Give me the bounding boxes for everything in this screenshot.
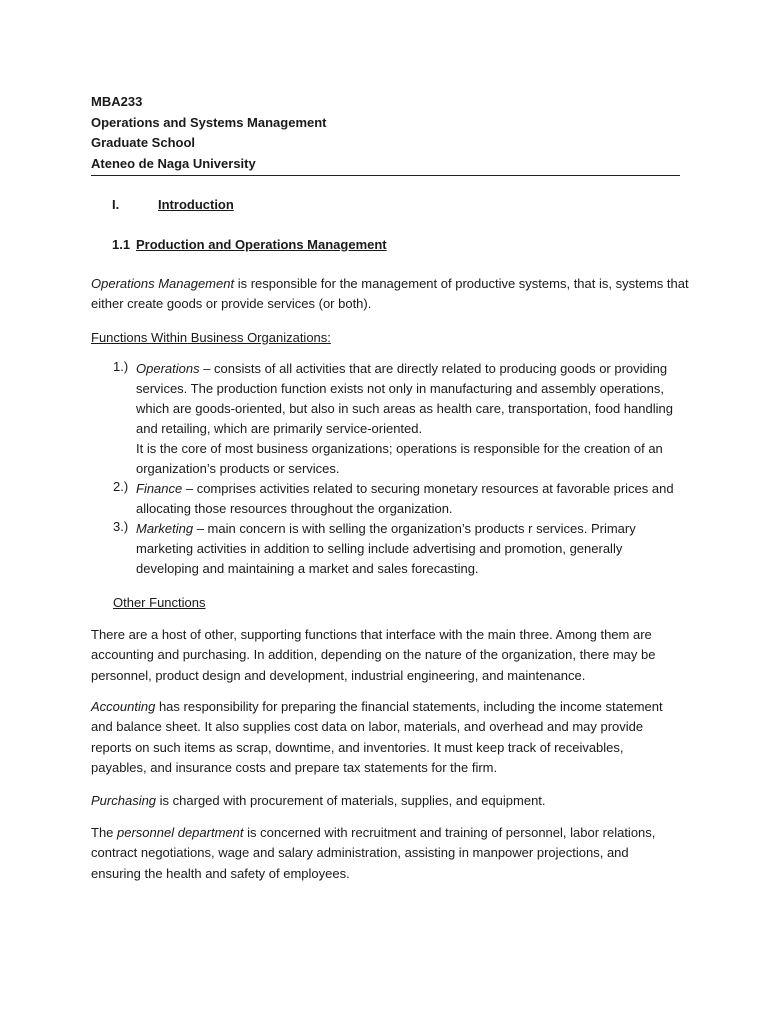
function-text: – consists of all activities that are directly related to producing goods or providing [199, 361, 668, 376]
function-text: – main concern is with selling the organization’s products r services. Primary [193, 521, 636, 536]
subsection-number: 1.1 [112, 237, 131, 252]
purchasing-term: Purchasing [91, 793, 157, 808]
paragraph-line: is charged with procurement of materials, supplies, and equipment. [156, 793, 546, 808]
purchasing-paragraph [91, 791, 691, 811]
subsection-title: Production and Operations Management [136, 237, 387, 252]
paragraph-line: reports on such items as scrap, downtime, and inventories. It must keep track of receivables, [91, 739, 624, 755]
list-number: 1.) [113, 359, 129, 374]
intro-term: Operations Management [91, 276, 235, 291]
function-text: developing and maintaining a market and sales forecasting. [136, 561, 479, 576]
section-title: Introduction [158, 197, 234, 212]
personnel-term: personnel department [117, 825, 244, 840]
list-number: 3.) [113, 519, 129, 534]
function-term: Operations [136, 361, 200, 376]
paragraph-line: There are a host of other, supporting functions that interface with the main three. Among them are [91, 627, 652, 642]
intro-line1: is responsible for the management of productive systems, that is, systems that [234, 276, 689, 291]
paragraph-line: personnel, product design and development, industrial engineering, and maintenance. [91, 667, 586, 683]
functions-heading: Functions Within Business Organizations: [91, 330, 331, 345]
paragraph-line: payables, and insurance costs and prepare tax statements for the firm. [91, 760, 498, 776]
paragraph-line: ensuring the health and safety of employees. [91, 865, 350, 881]
paragraph-line: contract negotiations, wage and salary administration, assisting in manpower projections, and [91, 845, 629, 861]
function-term: Marketing [136, 521, 194, 536]
personnel-prefix: The [91, 825, 118, 840]
paragraph-line: is concerned with recruitment and training of personnel, labor relations, [243, 825, 656, 840]
function-text: allocating those resources throughout the organization. [136, 501, 453, 516]
section-number: I. [112, 197, 120, 212]
paragraph-line: and balance sheet. It also supplies cost data on labor, materials, and overhead and may provide [91, 719, 644, 735]
function-text: organization’s products or services. [136, 461, 340, 476]
function-term: Finance [136, 481, 183, 496]
function-text: which are goods-oriented, but also in such areas as health care, transportation, food handling [136, 401, 673, 416]
list-item [91, 519, 691, 579]
function-text: It is the core of most business organizations; operations is responsible for the creation of an [136, 441, 663, 456]
other-functions-heading: Other Functions [113, 595, 206, 610]
function-text: marketing activities in addition to selling include advertising and promotion, generally [136, 541, 623, 556]
school-name: Graduate School [91, 135, 196, 150]
list-item [91, 359, 691, 479]
accounting-term: Accounting [91, 699, 156, 714]
function-text: services. The production function exists not only in manufacturing and assembly operations, [136, 381, 664, 396]
functions-list [91, 359, 691, 579]
course-title: Operations and Systems Management [91, 114, 327, 130]
university-name: Ateneo de Naga University [91, 155, 256, 171]
other-functions-paragraph [91, 625, 691, 686]
paragraph-line: has responsibility for preparing the financial statements, including the income statement [155, 699, 663, 714]
list-number: 2.) [113, 479, 129, 494]
paragraph-line: accounting and purchasing. In addition, depending on the nature of the organization, there may be [91, 647, 656, 663]
course-code: MBA233 [91, 94, 143, 109]
function-text: – comprises activities related to securing monetary resources at favorable prices and [182, 481, 674, 496]
personnel-paragraph [91, 823, 691, 884]
intro-line2: either create goods or provide services (or both). [91, 296, 372, 312]
function-text: and retailing, which are primarily service-oriented. [136, 421, 423, 436]
intro-paragraph [91, 274, 691, 315]
document-header [91, 92, 681, 174]
accounting-paragraph [91, 697, 691, 779]
list-item [91, 479, 691, 519]
header-divider [91, 175, 680, 176]
